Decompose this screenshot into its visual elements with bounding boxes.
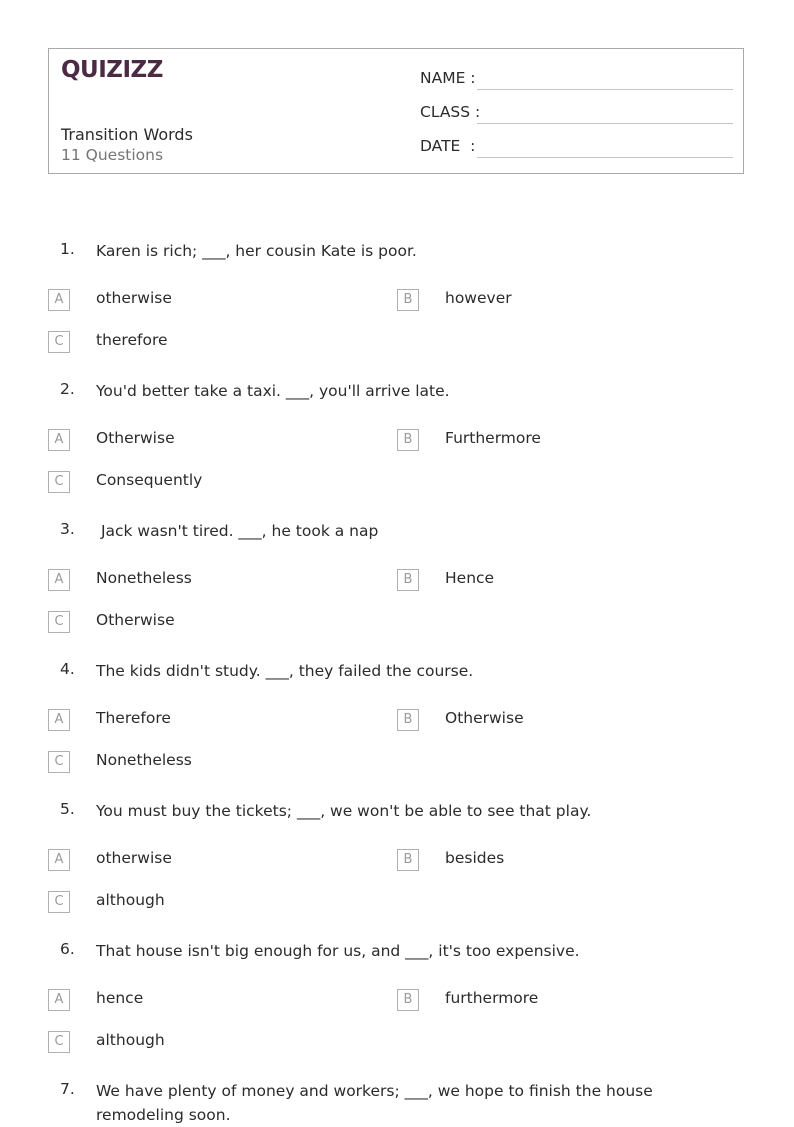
- option-letter-box[interactable]: C: [48, 611, 70, 633]
- option-letter-box[interactable]: C: [48, 471, 70, 493]
- date-line: [477, 157, 733, 158]
- option-text: Hence: [445, 569, 495, 587]
- class-label: CLASS :: [420, 103, 481, 121]
- option-letter-box[interactable]: C: [48, 891, 70, 913]
- class-line: [477, 123, 733, 124]
- option-letter-box[interactable]: B: [397, 709, 419, 731]
- option-letter-box[interactable]: B: [397, 569, 419, 591]
- option-text: although: [96, 891, 165, 909]
- option-letter-box[interactable]: C: [48, 1031, 70, 1053]
- option-letter-box[interactable]: C: [48, 331, 70, 353]
- option-text: otherwise: [96, 289, 172, 307]
- option-letter-box[interactable]: A: [48, 709, 70, 731]
- option-text: Nonetheless: [96, 569, 192, 587]
- question-text: Jack wasn't tired. ___, he took a nap: [96, 522, 379, 540]
- question-number: 5.: [60, 800, 75, 818]
- option-letter-box[interactable]: B: [397, 289, 419, 311]
- option-text: Therefore: [96, 709, 171, 727]
- option-text: Otherwise: [445, 709, 524, 727]
- question-count: 11 Questions: [61, 146, 164, 164]
- worksheet-header: [48, 48, 744, 174]
- option-text: Furthermore: [445, 429, 541, 447]
- option-letter-box[interactable]: A: [48, 569, 70, 591]
- option-letter-box[interactable]: B: [397, 429, 419, 451]
- question-text: Karen is rich; ___, her cousin Kate is poor.: [96, 242, 417, 260]
- option-text: although: [96, 1031, 165, 1049]
- question-number: 2.: [60, 380, 75, 398]
- question-text: The kids didn't study. ___, they failed the course.: [96, 662, 474, 680]
- option-text: Nonetheless: [96, 751, 192, 769]
- option-text: hence: [96, 989, 144, 1007]
- name-label: NAME :: [420, 69, 476, 87]
- option-letter-box[interactable]: A: [48, 849, 70, 871]
- option-text: however: [445, 289, 512, 307]
- question-number: 4.: [60, 660, 75, 678]
- option-letter-box[interactable]: A: [48, 429, 70, 451]
- question-number: 6.: [60, 940, 75, 958]
- option-text: Otherwise: [96, 611, 175, 629]
- question-number: 7.: [60, 1080, 75, 1098]
- option-letter-box[interactable]: A: [48, 989, 70, 1011]
- question-text: You'd better take a taxi. ___, you'll arrive late.: [96, 382, 450, 400]
- option-letter-box[interactable]: B: [397, 989, 419, 1011]
- worksheet-title: Transition Words: [61, 125, 193, 144]
- option-letter-box[interactable]: A: [48, 289, 70, 311]
- name-line: [477, 89, 733, 90]
- option-text: therefore: [96, 331, 168, 349]
- quizizz-logo: QUIZIZZ: [61, 57, 163, 83]
- option-text: Otherwise: [96, 429, 175, 447]
- option-text: Consequently: [96, 471, 203, 489]
- question-text: We have plenty of money and workers; ___, we hope to finish the house remodeling soon.: [96, 1082, 653, 1124]
- question-text: You must buy the tickets; ___, we won't be able to see that play.: [96, 802, 592, 820]
- option-text: furthermore: [445, 989, 539, 1007]
- date-label: DATE :: [420, 137, 476, 155]
- question-text: That house isn't big enough for us, and ___, it's too expensive.: [96, 942, 580, 960]
- option-letter-box[interactable]: B: [397, 849, 419, 871]
- option-letter-box[interactable]: C: [48, 751, 70, 773]
- question-number: 3.: [60, 520, 75, 538]
- option-text: otherwise: [96, 849, 172, 867]
- option-text: besides: [445, 849, 505, 867]
- question-number: 1.: [60, 240, 75, 258]
